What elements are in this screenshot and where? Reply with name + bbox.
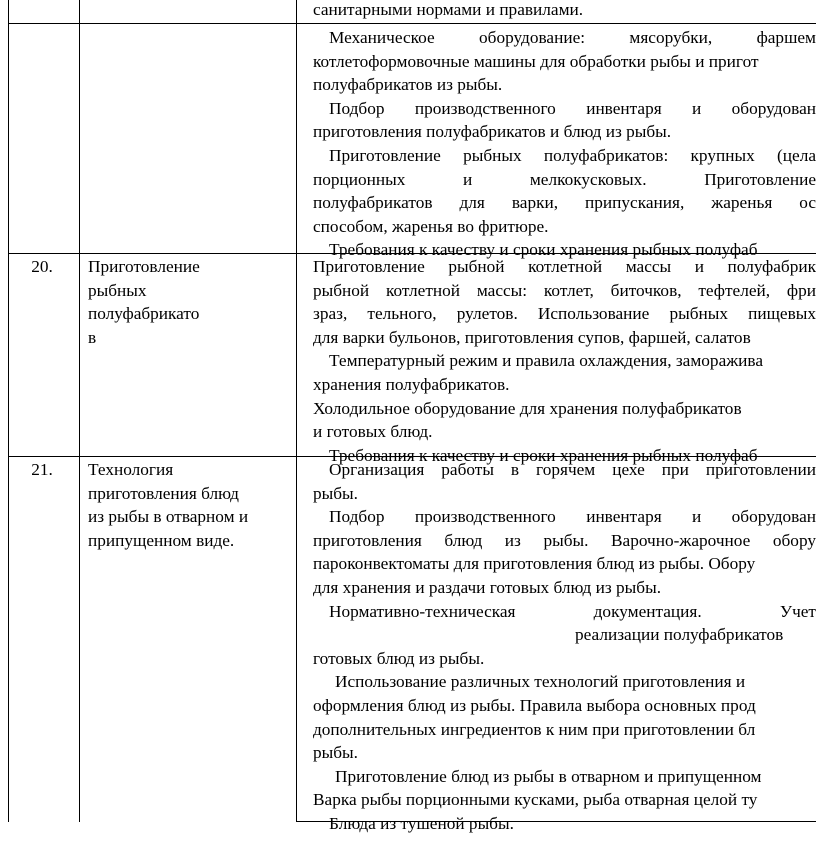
content-line: приготовления полуфабрикатов и блюд из рыбы.	[313, 122, 672, 142]
row-content	[313, 26, 816, 262]
content-line: Подбор производственного инвентаря и оборудован	[329, 507, 816, 527]
row-number: 20.	[31, 257, 53, 276]
row-content	[313, 255, 816, 467]
table-border-col2	[296, 0, 297, 822]
table-border-col1	[79, 0, 80, 822]
table-border-left	[8, 0, 9, 822]
content-line: способом, жаренья во фритюре.	[313, 216, 549, 236]
content-line: полуфабрикатов для варки, припускания, жаренья ос	[313, 193, 816, 213]
content-line: Блюда из тушеной рыбы.	[329, 813, 514, 833]
content-line: пароконвектоматы для приготовления блюд из рыбы. Обору	[313, 554, 756, 574]
topic-line: Приготовление	[88, 257, 200, 276]
topic-line: полуфабрикато	[88, 304, 200, 324]
content-line: полуфабрикатов из рыбы.	[313, 75, 503, 95]
content-line: Подбор производственного инвентаря и оборудован	[329, 98, 816, 118]
row-content	[313, 458, 816, 836]
content-line: Варка рыбы порционными кусками, рыба отварная целой ту	[313, 790, 758, 810]
topic-line: припущенном виде.	[88, 530, 235, 550]
row-topic	[88, 255, 288, 349]
content-line: оформления блюд из рыбы. Правила выбора основных прод	[313, 695, 756, 715]
content-line: рыбы.	[313, 483, 358, 503]
row-divider	[8, 23, 816, 24]
row-number: 21.	[31, 460, 53, 479]
content-line: Использование различных технологий приготовления и	[335, 672, 746, 692]
content-line: котлетоформовочные машины для обработки рыбы и пригот	[313, 51, 759, 71]
content-line: для хранения и раздачи готовых блюд из рыбы.	[313, 577, 662, 597]
content-line: Механическое оборудование: мясорубки, фаршем	[329, 28, 816, 47]
content-line: и готовых блюд.	[313, 422, 433, 442]
topic-line: Технология	[88, 460, 174, 479]
topic-line: рыбных	[88, 280, 147, 300]
topic-line: в	[88, 327, 97, 347]
content-line: приготовления блюд из рыбы. Варочно-жарочное обору	[313, 530, 816, 550]
content-line: рыбы.	[313, 743, 358, 763]
content-line: готовых блюд из рыбы.	[313, 648, 485, 668]
topic-line: из рыбы в отварном и	[88, 507, 249, 527]
content-line: Температурный режим и правила охлаждения, заморажива	[329, 351, 764, 371]
content-line: рыбной котлетной массы: котлет, биточков, тефтелей, фри	[313, 280, 816, 300]
content-line: зраз, тельного, рулетов. Использование рыбных пищевых	[313, 304, 816, 324]
row-content	[313, 0, 816, 22]
content-line: Организация работы в горячем цехе при приготовлении	[329, 460, 816, 479]
content-line: Приготовление блюд из рыбы в отварном и припущенном	[335, 766, 762, 786]
content-line: Приготовление рыбных полуфабрикатов: крупных (цела	[329, 145, 816, 165]
content-line: для варки бульонов, приготовления супов, фаршей, салатов	[313, 327, 751, 347]
content-line: Требования к качеству и сроки хранения рыбных полуфаб	[329, 240, 758, 260]
content-line: хранения полуфабрикатов.	[313, 374, 510, 394]
content-line: Холодильное оборудование для хранения полуфабрикатов	[313, 398, 742, 418]
content-line: дополнительных ингредиентов к ним при приготовлении бл	[313, 719, 756, 739]
topic-line: приготовления блюд	[88, 483, 239, 503]
content-line: Требования к качеству и сроки хранения рыбных полуфаб	[329, 445, 758, 465]
row-topic	[88, 458, 288, 552]
content-line: порционных и мелкокусковых. Приготовление	[313, 169, 816, 189]
content-line: Нормативно-техническая документация. Учет	[329, 601, 816, 621]
content-line: санитарными нормами и правилами.	[313, 0, 584, 19]
content-line: реализации полуфабрикатов	[575, 625, 784, 645]
content-line: Приготовление рыбной котлетной массы и полуфабрик	[313, 257, 816, 276]
